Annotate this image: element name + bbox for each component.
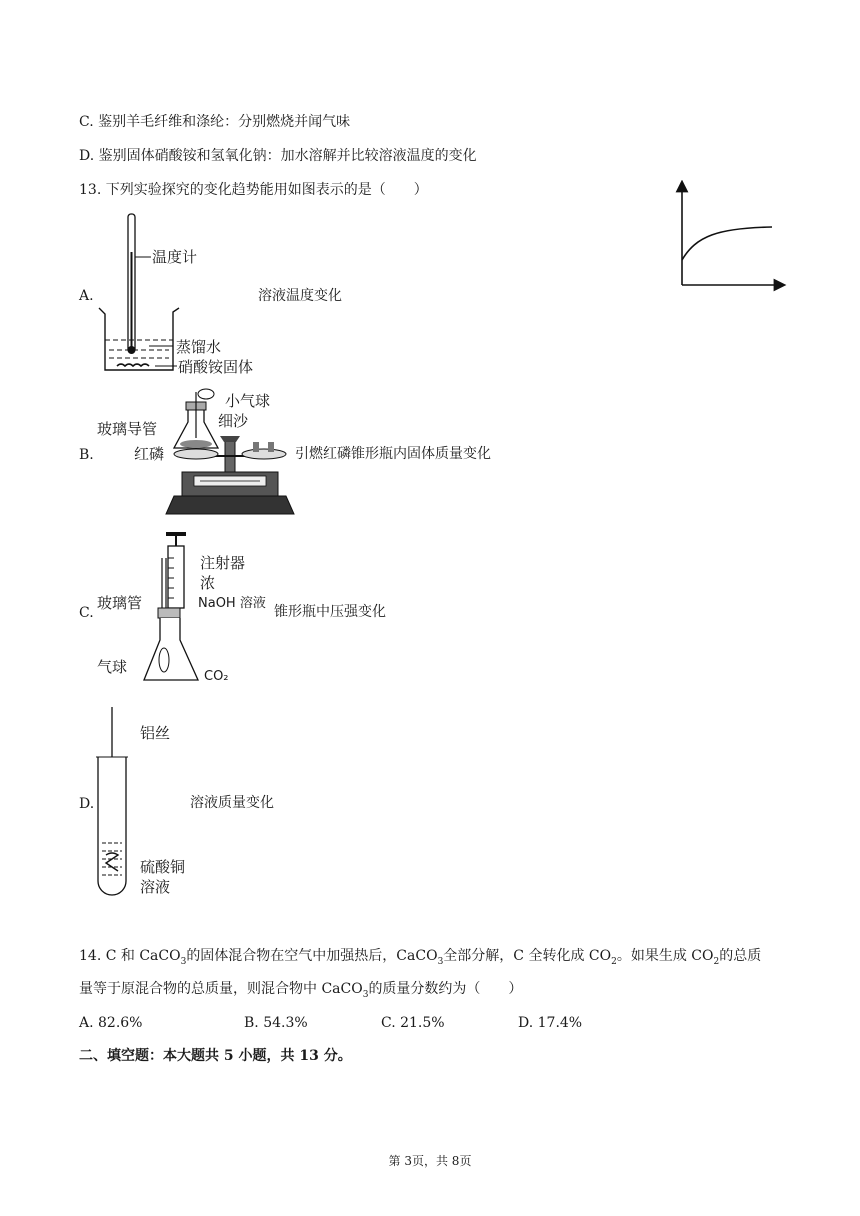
label-concentrated: 浓 (200, 574, 216, 592)
option-b-letter: B. (79, 447, 94, 463)
label-red-phosphorus: 红磷 (134, 445, 165, 463)
label-thermometer: 温度计 (152, 248, 198, 266)
label-glass-pipe: 玻璃管 (97, 594, 143, 612)
q14-option-a: A. 82.6% (79, 1015, 143, 1031)
option-a-desc: 溶液温度变化 (258, 288, 342, 304)
question-14-line-1: 14. C 和 CaCO$_3$的固体混合物在空气中加强热后，CaCO$_3$全部分解，C 全转化成 $CO_2$。如果生成 $CO_2$的总质 (79, 948, 762, 967)
label-sand: 细沙 (218, 412, 249, 430)
label-solid: 硝酸铵固体 (178, 358, 254, 376)
label-copper-sulfate: 硫酸铜 (140, 858, 186, 876)
option-c-letter: C. (79, 605, 94, 621)
label-aluminum-wire: 铝丝 (140, 724, 171, 742)
trend-curve (682, 227, 772, 260)
option-c-q12: C. 鉴别羊毛纤维和涤纶：分别燃烧并闻气味 (79, 114, 351, 130)
option-b-desc: 引燃红磷锥形瓶内固体质量变化 (295, 446, 491, 462)
option-c-desc: 锥形瓶中压强变化 (274, 604, 386, 620)
label-glass-tube: 玻璃导管 (97, 420, 158, 438)
label-syringe: 注射器 (200, 554, 246, 572)
page-footer: 第 3页，共 8页 (388, 1154, 472, 1168)
q14-option-b: B. 54.3% (244, 1015, 308, 1031)
option-a-letter: A. (79, 288, 94, 304)
label-naoh: NaOH 溶液 (198, 596, 266, 611)
trend-graph (668, 180, 788, 300)
beaker-thermometer-figure (95, 212, 185, 377)
label-small-balloon: 小气球 (225, 392, 271, 410)
q14-option-c: C. 21.5% (381, 1015, 445, 1031)
label-co2: CO₂ (204, 669, 229, 684)
option-d-desc: 溶液质量变化 (190, 795, 274, 811)
label-water: 蒸馏水 (176, 338, 222, 356)
option-d-q12: D. 鉴别固体硝酸铵和氢氧化钠：加水溶解并比较溶液温度的变化 (79, 148, 477, 164)
question-13: 13. 下列实验探究的变化趋势能用如图表示的是（ ） (79, 182, 428, 198)
option-d-letter: D. (79, 796, 95, 812)
question-14-line-2: 量等于原混合物的总质量，则混合物中 CaCO$_3$的质量分数约为（ ） (79, 981, 523, 1000)
label-solution: 溶液 (140, 878, 171, 896)
section-heading: 二、填空题：本大题共 5 小题，共 13 分。 (79, 1048, 352, 1064)
test-tube-figure (92, 705, 132, 900)
label-balloon: 气球 (97, 658, 128, 676)
q14-option-d: D. 17.4% (518, 1015, 583, 1031)
